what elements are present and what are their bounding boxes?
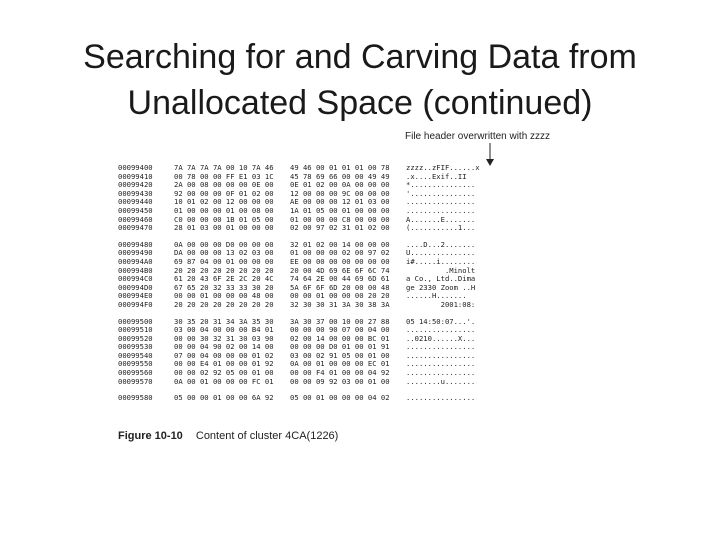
figure-caption-text: Content of cluster 4CA(1226) bbox=[195, 430, 339, 442]
hex-row-ascii: a Co., Ltd..Dima bbox=[406, 274, 476, 284]
hex-row-bytes-a: 00 00 04 90 02 00 14 00 bbox=[174, 342, 274, 352]
hex-row-bytes-a: 67 65 20 32 33 33 30 20 bbox=[174, 282, 274, 292]
hex-row-bytes-b: 45 78 69 66 00 00 49 49 bbox=[290, 171, 390, 181]
slide-title bbox=[0, 34, 720, 126]
hex-row-ascii: 2001:08: bbox=[406, 299, 476, 309]
hex-dump-figure bbox=[110, 128, 590, 448]
hex-row-ascii: ................ bbox=[406, 325, 476, 335]
hex-row-group bbox=[118, 394, 490, 403]
hex-row-offset: 00099420 bbox=[118, 180, 153, 190]
hex-row-offset: 000994C0 bbox=[118, 274, 153, 284]
hex-row-offset: 00099530 bbox=[118, 342, 153, 352]
hex-row-bytes-b: EE 00 00 00 00 00 00 00 bbox=[290, 256, 390, 266]
slide-title-line-1: Searching for and Carving Data from bbox=[83, 38, 637, 76]
hex-row-bytes-a: 00 78 00 00 FF E1 03 1C bbox=[174, 171, 274, 181]
hex-row-offset: 00099570 bbox=[118, 376, 153, 386]
hex-row-ascii: '............... bbox=[406, 188, 476, 198]
hex-row-bytes-a: 20 20 20 20 20 20 20 20 bbox=[174, 265, 274, 275]
hex-row-offset: 00099430 bbox=[118, 188, 153, 198]
hex-row-ascii: ................ bbox=[406, 393, 476, 403]
hex-row-bytes-a: 20 20 20 20 20 20 20 20 bbox=[174, 299, 274, 309]
hex-row-bytes-b: 74 64 2E 00 44 69 6D 61 bbox=[290, 274, 390, 284]
hex-row bbox=[118, 301, 490, 310]
hex-row-ascii: ................ bbox=[406, 359, 476, 369]
hex-row-offset: 00099470 bbox=[118, 223, 153, 233]
hex-row-ascii: ................ bbox=[406, 205, 476, 215]
hex-row-bytes-b: 00 00 09 92 03 00 01 00 bbox=[290, 376, 390, 386]
hex-row-bytes-a: 00 00 02 92 05 00 01 00 bbox=[174, 368, 274, 378]
hex-row-ascii: ................ bbox=[406, 350, 476, 360]
hex-row-offset: 00099580 bbox=[118, 393, 153, 403]
hex-row-bytes-a: 00 00 30 32 31 30 03 90 bbox=[174, 333, 274, 343]
hex-row-group bbox=[118, 318, 490, 387]
hex-row-ascii: U............... bbox=[406, 248, 476, 258]
hex-row-bytes-a: 30 35 20 31 34 3A 35 30 bbox=[174, 316, 274, 326]
hex-row-bytes-b: 02 00 97 02 31 01 02 00 bbox=[290, 223, 390, 233]
hex-row-ascii: .x....Exif..II bbox=[406, 171, 467, 181]
hex-row-bytes-a: 01 00 00 00 01 00 08 00 bbox=[174, 205, 274, 215]
hex-row bbox=[118, 224, 490, 233]
hex-row-offset: 000994B0 bbox=[118, 265, 153, 275]
hex-row-bytes-a: 00 00 E4 01 00 00 01 92 bbox=[174, 359, 274, 369]
hex-row-bytes-a: 00 00 01 00 00 00 48 00 bbox=[174, 291, 274, 301]
hex-row-bytes-a: 0A 00 00 00 D0 00 00 00 bbox=[174, 239, 274, 249]
hex-row-bytes-b: 05 00 01 00 00 00 04 02 bbox=[290, 393, 390, 403]
hex-row-bytes-b: 00 00 01 00 00 00 20 20 bbox=[290, 291, 390, 301]
hex-dump-table bbox=[118, 164, 490, 411]
hex-row-offset: 00099550 bbox=[118, 359, 153, 369]
hex-row-bytes-a: 92 00 00 00 0F 01 02 00 bbox=[174, 188, 274, 198]
hex-row-bytes-b: 0A 00 01 00 00 00 EC 01 bbox=[290, 359, 390, 369]
hex-row-bytes-a: 61 20 43 6F 2E 2C 20 4C bbox=[174, 274, 274, 284]
hex-row bbox=[118, 378, 490, 387]
hex-row-bytes-b: 0E 01 02 00 0A 00 00 00 bbox=[290, 180, 390, 190]
hex-row-bytes-b: 20 00 4D 69 6E 6F 6C 74 bbox=[290, 265, 390, 275]
hex-row-offset: 00099560 bbox=[118, 368, 153, 378]
hex-row-ascii: ......H....... bbox=[406, 291, 476, 301]
hex-row-ascii: .Minolt bbox=[406, 265, 476, 275]
hex-row-offset: 00099490 bbox=[118, 248, 153, 258]
hex-row-offset: 00099460 bbox=[118, 214, 153, 224]
figure-annotation: File header overwritten with zzzz bbox=[405, 131, 551, 142]
hex-row-offset: 00099510 bbox=[118, 325, 153, 335]
hex-row-offset: 000994A0 bbox=[118, 256, 153, 266]
hex-row-group bbox=[118, 241, 490, 310]
hex-row-bytes-a: 69 87 04 00 01 00 00 00 bbox=[174, 256, 274, 266]
hex-row-offset: 00099440 bbox=[118, 197, 153, 207]
hex-row-bytes-a: 7A 7A 7A 7A 00 10 7A 46 bbox=[174, 163, 274, 172]
hex-row-ascii: i#.....i........ bbox=[406, 256, 476, 266]
hex-row-offset: 00099450 bbox=[118, 205, 153, 215]
hex-row-offset: 00099520 bbox=[118, 333, 153, 343]
hex-row-bytes-a: 0A 00 01 00 00 00 FC 01 bbox=[174, 376, 274, 386]
hex-row-offset: 000994F0 bbox=[118, 299, 153, 309]
hex-row-bytes-b: 32 30 30 31 3A 30 38 3A bbox=[290, 299, 390, 309]
hex-row-bytes-b: 1A 01 05 00 01 00 00 00 bbox=[290, 205, 390, 215]
hex-row-bytes-b: 03 00 02 91 05 00 01 00 bbox=[290, 350, 390, 360]
hex-row-offset: 000994E0 bbox=[118, 291, 153, 301]
hex-row-bytes-a: 2A 00 08 00 00 00 0E 00 bbox=[174, 180, 274, 190]
hex-row-ascii: 05 14:50:07...'. bbox=[406, 316, 476, 326]
hex-row-bytes-a: 07 00 04 00 00 00 01 02 bbox=[174, 350, 274, 360]
hex-row-bytes-b: 12 00 00 00 9C 00 00 00 bbox=[290, 188, 390, 198]
hex-row-ascii: ................ bbox=[406, 368, 476, 378]
hex-row-bytes-a: 10 01 02 00 12 00 00 00 bbox=[174, 197, 274, 207]
hex-row-bytes-b: 01 00 00 00 02 00 97 02 bbox=[290, 248, 390, 258]
hex-row-bytes-b: 32 01 02 00 14 00 00 00 bbox=[290, 239, 390, 249]
hex-row-offset: 00099500 bbox=[118, 316, 153, 326]
hex-row-bytes-b: 02 00 14 00 00 00 BC 01 bbox=[290, 333, 390, 343]
slide-title-line-2: Unallocated Space (continued) bbox=[127, 84, 593, 122]
hex-row-ascii: ge 2330 Zoom ..H bbox=[406, 282, 476, 292]
hex-row-ascii: *............... bbox=[406, 180, 476, 190]
hex-row-ascii: ........u....... bbox=[406, 376, 476, 386]
hex-row-bytes-b: 49 46 00 01 01 01 00 78 bbox=[290, 163, 390, 172]
hex-row-bytes-a: 28 01 03 00 01 00 00 00 bbox=[174, 223, 274, 233]
hex-row-bytes-b: 00 00 00 90 07 00 04 00 bbox=[290, 325, 390, 335]
hex-row-bytes-b: 00 00 00 D0 01 00 01 91 bbox=[290, 342, 390, 352]
hex-row-ascii: A.......E....... bbox=[406, 214, 476, 224]
hex-row-ascii: (...........1... bbox=[406, 223, 476, 233]
hex-row-bytes-b: 01 00 00 00 C8 00 00 00 bbox=[290, 214, 390, 224]
hex-row-bytes-a: 05 00 00 01 00 00 6A 92 bbox=[174, 393, 274, 403]
hex-row-ascii: ..0210......X... bbox=[406, 333, 476, 343]
hex-row-bytes-b: AE 00 00 00 12 01 03 00 bbox=[290, 197, 390, 207]
hex-row-offset: 000994D0 bbox=[118, 282, 153, 292]
hex-row-offset: 00099540 bbox=[118, 350, 153, 360]
hex-row-bytes-b: 5A 6F 6F 6D 20 00 00 48 bbox=[290, 282, 390, 292]
hex-row-offset: 00099480 bbox=[118, 239, 153, 249]
hex-row-bytes-b: 00 00 F4 01 00 00 04 92 bbox=[290, 368, 390, 378]
hex-row-bytes-b: 3A 30 37 00 10 00 27 88 bbox=[290, 316, 390, 326]
hex-row-group bbox=[118, 164, 490, 233]
hex-row-ascii: ................ bbox=[406, 197, 476, 207]
hex-row-ascii: ....D...2....... bbox=[406, 239, 476, 249]
hex-row-ascii: zzzz..zFIF......x bbox=[406, 163, 480, 172]
hex-row-offset: 00099400 bbox=[118, 163, 153, 172]
hex-row bbox=[118, 394, 490, 403]
hex-row-ascii: ................ bbox=[406, 342, 476, 352]
hex-row-bytes-a: C0 00 00 00 1B 01 05 00 bbox=[174, 214, 274, 224]
figure-caption-label: Figure 10-10 bbox=[118, 430, 183, 442]
hex-row-bytes-a: DA 00 00 00 13 02 03 00 bbox=[174, 248, 274, 258]
hex-row-bytes-a: 03 00 04 00 00 00 B4 01 bbox=[174, 325, 274, 335]
hex-row-offset: 00099410 bbox=[118, 171, 153, 181]
figure-caption bbox=[118, 430, 338, 442]
